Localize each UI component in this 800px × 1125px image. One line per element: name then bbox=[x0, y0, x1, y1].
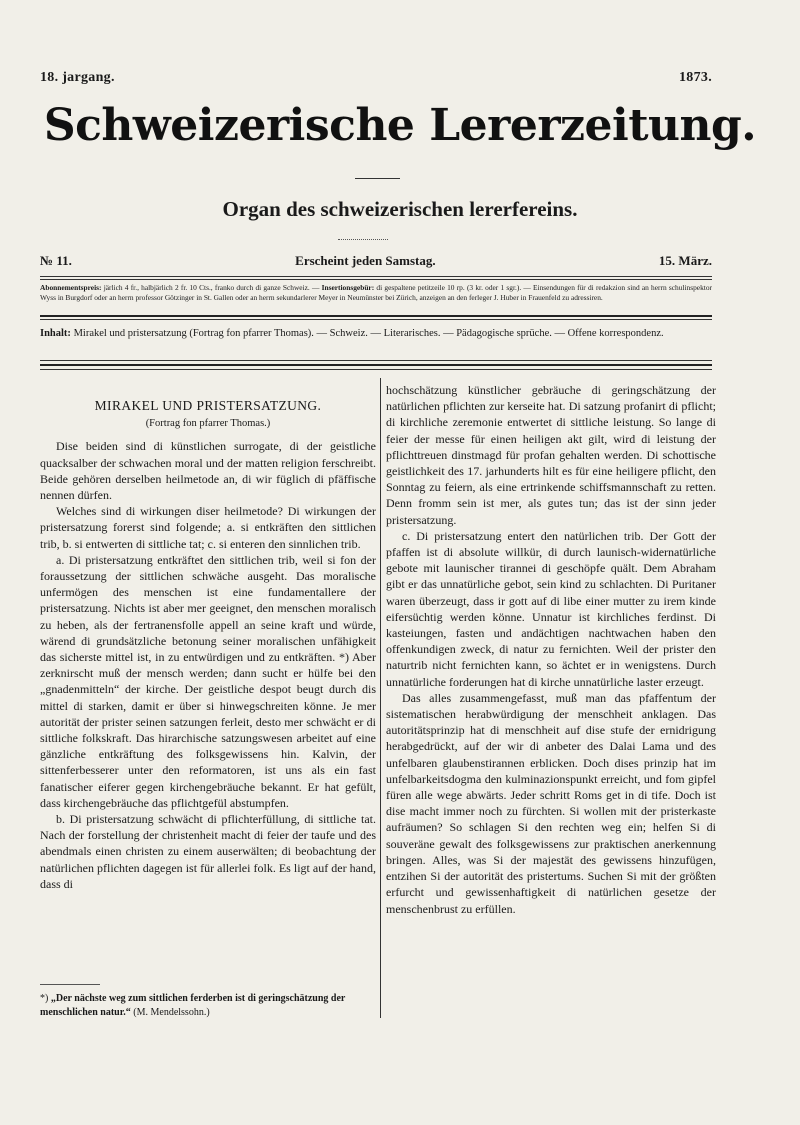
paragraph: c. Di pristersatzung entert den natürlichen trib. Der Gott der pfaffen ist di absolute willkür, di durch launisch-widernatürliche gebote mit launischer tirannei di geschöpfe quält. Dem Abraham gibt er das unnatürliche gebot, sein kind zu schlachten. Di Puritaner waren überzeugt, dass ir gott auf di libe einer mutter zu irem kinde eifersüchtig werden könne. Unnatur ist kirchliches ferdinst. Di kasteiungen, fasten und andächtigen nachtwachen haben den offenkundigen zweck, di natur zu fernichten. Weil der prister den naturtrib nicht fernichten kann, so ächtet er in wenigstens. Durch unnatürliche forderungen hat di kirche unnatürliche laster erzeugt. bbox=[386, 528, 716, 689]
insertion-label: Insertionsgebür: bbox=[321, 283, 375, 292]
volume-label: 18. jargang. bbox=[40, 70, 115, 85]
subscription-label: Abonnementspreis: bbox=[40, 283, 102, 292]
masthead-title: Schweizerische Lererzeitung. bbox=[43, 100, 757, 151]
footnote bbox=[40, 992, 376, 1020]
subscription-info bbox=[40, 283, 712, 303]
issue-row bbox=[40, 253, 712, 269]
footnote-quote: „Der nächste weg zum sittlichen ferderben ist di geringschätzung der menschlichen natur.“ bbox=[40, 993, 346, 1018]
ornament-rule bbox=[338, 239, 388, 240]
article-column-left bbox=[40, 382, 376, 892]
issue-date: 15. März. bbox=[658, 253, 712, 268]
paragraph: b. Di pristersatzung schwächt di pflichterfüllung, di sittliche tat. Nach der forstellung der christenheit macht di feier der taufe und des abendmals einen christen zu einem auserwälten; di beobachtung der natürlichen pflichten dagegen ist für allerlei folk. Es ligt auf der hand, dass di bbox=[40, 812, 376, 891]
divider-rule bbox=[40, 319, 712, 320]
masthead-rule bbox=[355, 178, 400, 179]
contents-label: Inhalt: bbox=[40, 328, 71, 339]
masthead-meta bbox=[40, 70, 712, 86]
article-title: MIRAKEL UND PRISTERSATZUNG. bbox=[94, 398, 322, 413]
divider-rule bbox=[40, 364, 712, 366]
table-of-contents bbox=[40, 327, 712, 341]
article-column-right bbox=[386, 382, 716, 917]
footnote-source: (M. Mendelssohn.) bbox=[130, 1007, 210, 1018]
column-divider bbox=[380, 378, 381, 1018]
subscription-text: järlich 4 fr., halbjärlich 2 fr. 10 Cts., franko durch di ganze Schweiz. — bbox=[101, 283, 322, 292]
masthead-subtitle: Organ des schweizerischen lererfereins. bbox=[222, 197, 578, 221]
contents-text: Mirakel und pristersatzung (Fortrag fon pfarrer Thomas). — Schweiz. — Literarisches. — Pädagogische sprüche. — Offene korrespondenz. bbox=[70, 328, 664, 339]
divider-rule bbox=[40, 276, 712, 277]
paragraph: Das alles zusammengefasst, muß man das pfaffentum der sistematischen herabwürdigung der menschheit anklagen. Das autoritätsprinzip hat di menschheit auf dise stufe der ernidrigung herabgedrückt, auf der wir di anbeter des Dalai Lama und des unfelbaren glaubenstirannen erblicken. Doch dises prinzip hat im unfelbarkeitsdogma den kulminazionspunkt erreicht, und fom gipfel füren alle wege abwärts. Jeder schritt Roms get in di tife. Doch ist dise macht immer noch zu fürchten. Si wollen mit der pristerkaste aufräumen? So schlagen Si den rechten weg ein; helfen Si di souveräne gewalt des folksgewissens zur praktischen anerkennung bringen. Alles, was Si der majestät des gewissens hinzufügen, entzihen Si der autorität des pristertums. Suchen Si mit der größten erfurcht und gewissenhaftigkeit di natürlichen gesetze der menschenbrust zu erfüllen. bbox=[386, 690, 716, 916]
insertion-text: di gespaltene petitzeile 10 rp. (3 kr. oder 1 sgr.). — Einsendungen für di redakzion sind an herrn schulinspektor Wyss in Burgdorf oder an herrn professor Götzinger in St. Gallen oder an herrn sekundarlerer Meyer in Neumünster bei Zürich, anzeigen an den ferleger J. Huber in Frauenfeld zu adressiren. bbox=[40, 283, 712, 302]
divider-rule bbox=[40, 369, 712, 370]
year-label: 1873. bbox=[679, 70, 712, 85]
paragraph: hochschätzung künstlicher gebräuche di geringschätzung der natürlichen pflichten zur kerseite hat. Di satzung profanirt di pflicht; di kirchliche zeremonie entwertet di sittliche leistung. So lange di feier der messe für einen heiligen akt gilt, wird di leistung der pflichttreuen dinstmagd für profan gehalten werden. Di schottische geistlichkeit des 17. jarhunderts hilt es für eine heiligere pflicht, den Sonntag zu feiern, als eine ertrinkende schiffsmannschaft zu retten. Denn fromm sein ist mer, als gutes tun; das ist der sinn jeder pristersatzung. bbox=[386, 383, 716, 527]
paragraph: Welches sind di wirkungen diser heilmetode? Di wirkungen der pristersatzung forerst sind folgende; a. si entkräften den sittlichen trib, b. si entwerten di sittliche tat; c. si enteren den sinnlichen trib. bbox=[40, 504, 376, 551]
article-subtitle: (Fortrag fon pfarrer Thomas.) bbox=[145, 418, 271, 430]
paragraph: a. Di pristersatzung entkräftet den sittlichen trib, weil si fon der foraussetzung der sittlichen schwäche ausgeht. Das moralische unfermögen des menschen ist eine fundamentallere der pristersatzung. Nichts ist aber mer geeignet, den menschen moralisch zu heben, als der fertranensfolle appell an seine kraft und würde, wärend di grundsätzliche betonung seiner moralischen unfähigkeit das sicherste mittel ist, in zu entwürdigen und zu entkräften. *) Aber zerknirscht muß der mensch werden; dann sucht er hülfe bei den „gnadenmitteln“ der kirche. Der geistliche despot beugt durch dis mittel di starken, damit er über si hinwegschreiten könne. Je mer autorität der prister seinen satzungen ferleit, desto mer schwächt er di sittliche folkskraft. Das hirarchische satzungswesen arbeitet auf eine gänzliche entkräftung des folksgewissens hin. Kalvin, der sittenferbesserer unter den reformatoren, ist uns als ein fast fanatischer eiferer gegen kirchengebräuche bekannt. Er hat gefült, dass kirchengebräuche das pflichtgefül abstumpfen. bbox=[40, 552, 376, 810]
divider-rule bbox=[40, 315, 712, 317]
divider-rule bbox=[40, 279, 712, 280]
footnote-rule bbox=[40, 984, 100, 985]
divider-rule bbox=[40, 360, 712, 361]
paragraph: Dise beiden sind di künstlichen surrogate, di der geistliche quacksalber der schwachen moral und der matten religion ferschreibt. Beide gehören derselben heilmetode an, di wir füglich di pfäffische nennen dürfen. bbox=[40, 439, 376, 503]
issue-frequency: Erscheint jeden Samstag. bbox=[295, 253, 436, 268]
issue-number: № 11. bbox=[40, 253, 72, 268]
footnote-marker: *) bbox=[40, 993, 51, 1004]
